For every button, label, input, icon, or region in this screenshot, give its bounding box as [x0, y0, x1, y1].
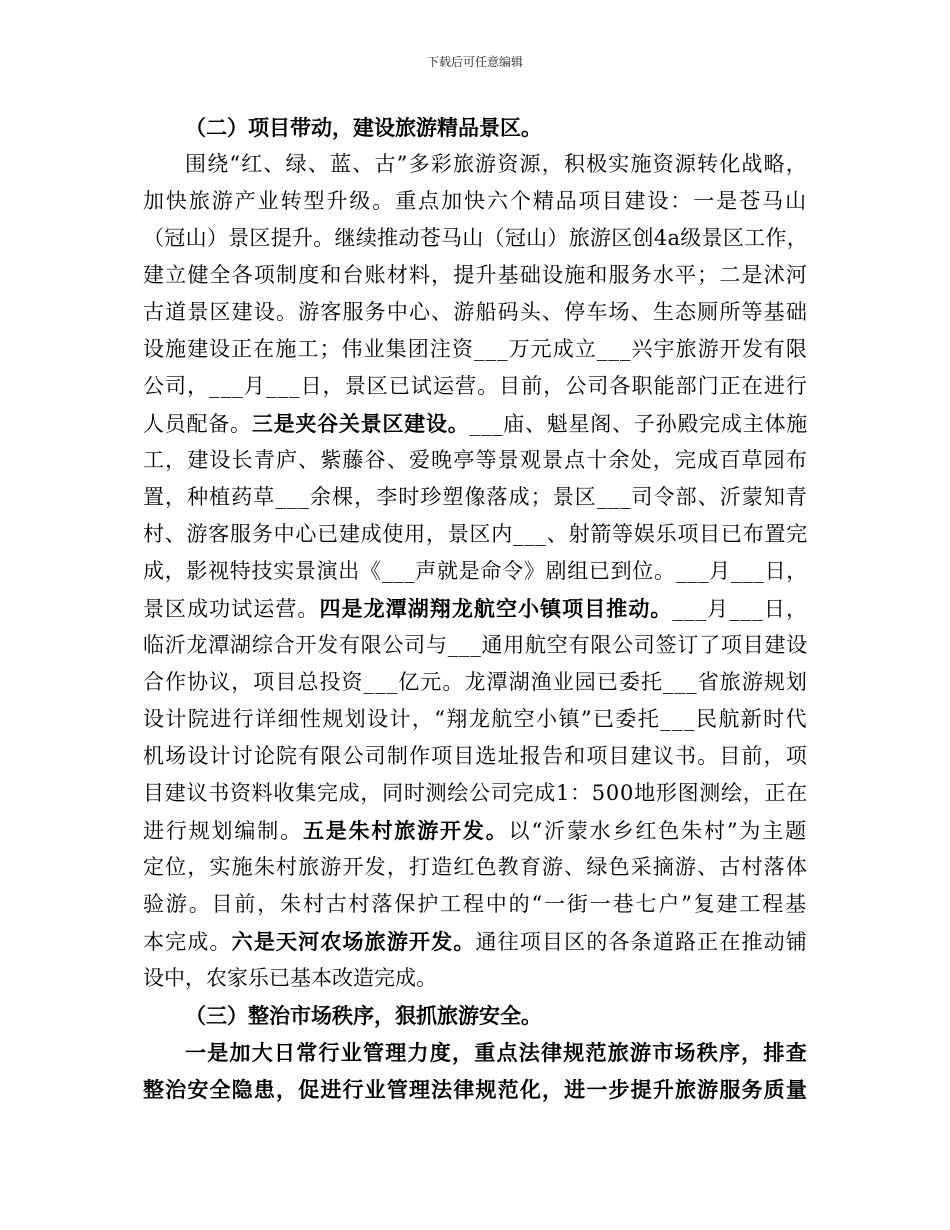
- paragraph-line: [143, 220, 808, 257]
- paragraph-line: [143, 812, 808, 849]
- text-run: 验游。目前，朱村古村落保护工程中的“一街一巷七户”复建工程基: [143, 892, 808, 916]
- document-body: [143, 109, 808, 1108]
- text-run: 人员配备。: [143, 412, 252, 436]
- text-run: 临沂龙潭湖综合开发有限公司与___通用航空有限公司签订了项目建设: [143, 633, 808, 657]
- text-run: 古道景区建设。游客服务中心、游船码头、停车场、生态厕所等基础: [143, 300, 808, 324]
- paragraph-line: [143, 257, 808, 294]
- paragraph-line: [143, 405, 808, 442]
- text-run: 村、游客服务中心已建成使用，景区内___、射箭等娱乐项目已布置完: [143, 522, 808, 546]
- paragraph-line: [143, 775, 808, 812]
- paragraph-line: [143, 368, 808, 405]
- text-run: 建立健全各项制度和台账材料，提升基础设施和服务水平；二是沭河: [143, 263, 808, 287]
- text-run: 加快旅游产业转型升级。重点加快六个精品项目建设：一是苍马山: [143, 189, 808, 213]
- emphasis-text: 三是夹谷关景区建设。: [251, 411, 470, 436]
- paragraph-line: [143, 886, 808, 923]
- paragraph-line: [143, 664, 808, 701]
- paragraph-line: [143, 960, 808, 997]
- emphasis-text: 四是龙潭湖翔龙航空小镇项目推动。: [319, 596, 673, 621]
- paragraph-line: [143, 590, 808, 627]
- text-run: 公司，___月___日，景区已试运营。目前，公司各职能部门正在进行: [143, 374, 808, 398]
- paragraph: [143, 146, 808, 997]
- paragraph-line: [143, 923, 808, 960]
- text-run: 置，种植药草___余棵，李时珍塑像落成；景区___司令部、沂蒙知青: [143, 485, 808, 509]
- paragraph: [143, 1034, 808, 1108]
- text-run: 机场设计讨论院有限公司制作项目选址报告和项目建议书。目前，项: [143, 744, 808, 768]
- text-run: 围绕“红、绿、蓝、古”多彩旅游资源，积极实施资源转化战略，: [185, 152, 808, 176]
- text-run: （冠山）景区提升。继续推动苍马山（冠山）旅游区创4a级景区工作，: [143, 226, 808, 250]
- text-run: 景区成功试运营。: [143, 597, 320, 621]
- document-section: [143, 997, 808, 1108]
- paragraph-line: [143, 701, 808, 738]
- paragraph-line: [143, 738, 808, 775]
- paragraph-line: [143, 183, 808, 220]
- text-run: 合作协议，项目总投资___亿元。龙潭湖渔业园已委托___省旅游规划: [143, 670, 808, 694]
- document-section: [143, 109, 808, 997]
- paragraph-line: [143, 294, 808, 331]
- paragraph-line: [143, 1071, 808, 1108]
- text-run: 目建议书资料收集完成，同时测绘公司完成1：500地形图测绘，正在: [143, 781, 808, 805]
- paragraph-line: [143, 479, 808, 516]
- text-run: 工，建设长青庐、紫藤谷、爱晚亭等景观景点十余处，完成百草园布: [143, 448, 808, 472]
- text-run: 设计院进行详细性规划设计，“翔龙航空小镇”已委托___民航新时代: [143, 707, 808, 731]
- text-run: ___庙、魁星阁、子孙殿完成主体施: [469, 412, 808, 436]
- paragraph-line: [143, 627, 808, 664]
- text-run: 以“沂蒙水乡红色朱村”为主题: [508, 819, 808, 843]
- page-header-note: 下载后可任意编辑: [426, 55, 523, 69]
- emphasis-text: 一是加大日常行业管理力度，重点法律规范旅游市场秩序，排查: [185, 1040, 808, 1065]
- text-run: 通往项目区的各条道路正在推动铺: [475, 930, 808, 954]
- emphasis-text: 整治安全隐患，促进行业管理法律规范化，进一步提升旅游服务质量: [143, 1077, 808, 1102]
- paragraph-line: [143, 146, 808, 183]
- paragraph-line: [143, 516, 808, 553]
- text-run: ___月___日，: [672, 597, 808, 621]
- text-run: 成，影视特技实景演出《___声就是命令》剧组已到位。___月___日，: [143, 559, 808, 583]
- paragraph-line: [143, 849, 808, 886]
- text-run: 本完成。: [143, 930, 232, 954]
- text-run: 进行规划编制。: [143, 819, 303, 843]
- section-heading: （二）项目带动，建设旅游精品景区。: [185, 115, 542, 140]
- paragraph-line: [143, 1034, 808, 1071]
- paragraph-line: [143, 442, 808, 479]
- emphasis-text: 六是天河农场旅游开发。: [231, 929, 476, 954]
- text-run: 设施建设正在施工；伟业集团注资___万元成立___兴宇旅游开发有限: [143, 337, 808, 361]
- paragraph-line: [143, 553, 808, 590]
- paragraph-line: [143, 331, 808, 368]
- text-run: 设中，农家乐已基本改造完成。: [143, 966, 437, 990]
- text-run: 定位，实施朱村旅游开发，打造红色教育游、绿色采摘游、古村落体: [143, 855, 808, 879]
- section-heading: （三）整治市场秩序，狠抓旅游安全。: [185, 1003, 542, 1028]
- emphasis-text: 五是朱村旅游开发。: [302, 818, 509, 843]
